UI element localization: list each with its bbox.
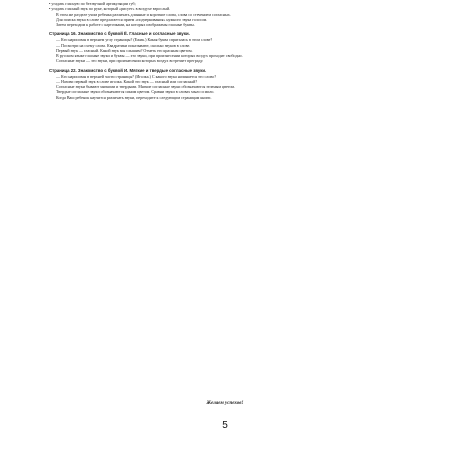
paragraph: Согласные звуки бывают мягкими и твердыми. Мягкие согласные звуки обозначаются зеленым цветом. <box>56 84 236 89</box>
paragraph: • угадать гласную по беззвучной артикуляции губ; <box>49 1 136 6</box>
page-number: 5 <box>222 420 228 431</box>
text-column <box>49 1 405 100</box>
paragraph: В этом же разделе учим ребенка различать длинные и короткие слова, слова со стечением согласных. <box>56 11 231 17</box>
section-heading: Страница 16. Знакомство с буквой Ё. Гласные и согласные звуки. <box>49 31 190 37</box>
paragraph: Для поиска звука в слове предлагается прием «подчеркивания» нужного звука голосом. <box>56 16 208 22</box>
paragraph: Когда Ваш ребенок научится различать звуки, переходите к следующим страницам книги. <box>56 94 212 100</box>
paragraph: • угадать гласный звук по руке, который «рисует» в воздухе взрослый. <box>49 6 171 12</box>
paragraph: — Кто нарисован в верхней части страницы? (Иголка.) С какого звука начинается это слово? <box>56 73 217 79</box>
section <box>49 31 405 63</box>
paragraph: — Назови первый звук в слове иголка. Какой это звук — гласный или согласный? <box>56 78 198 84</box>
paragraph: Согласные звуки — это звуки, при произнесении которых воздух встречает преграду. <box>56 58 204 64</box>
paragraph: Первый звук — гласный. Какой звук мы слышим? Отметь его красным цветом. <box>56 47 193 53</box>
paragraph: Твердые согласные звуки обозначаются синим цветом. Сравни звуки в словах мыло и мило. <box>56 89 215 95</box>
paragraph: — Посмотри на схему слова. Квадратики показывают, сколько звуков в слове. <box>56 42 191 48</box>
paragraph: — Кто нарисован в верхнем углу страницы? (Ежик.) Какая буква спряталась в этом слове? <box>56 37 213 43</box>
paragraph: Затем переходим к работе с карточками, на которых изображены гласные буквы. <box>56 22 195 27</box>
paragraph: В русском языке гласные звуки и буквы — это звуки, при произнесении которых воздух проходит свободно. <box>56 53 243 58</box>
closing-wish: Желаем успехов! <box>206 401 244 406</box>
section <box>49 68 405 100</box>
section-heading: Страница 22. Знакомство с буквой И. Мягкие и твердые согласные звуки. <box>49 67 207 73</box>
